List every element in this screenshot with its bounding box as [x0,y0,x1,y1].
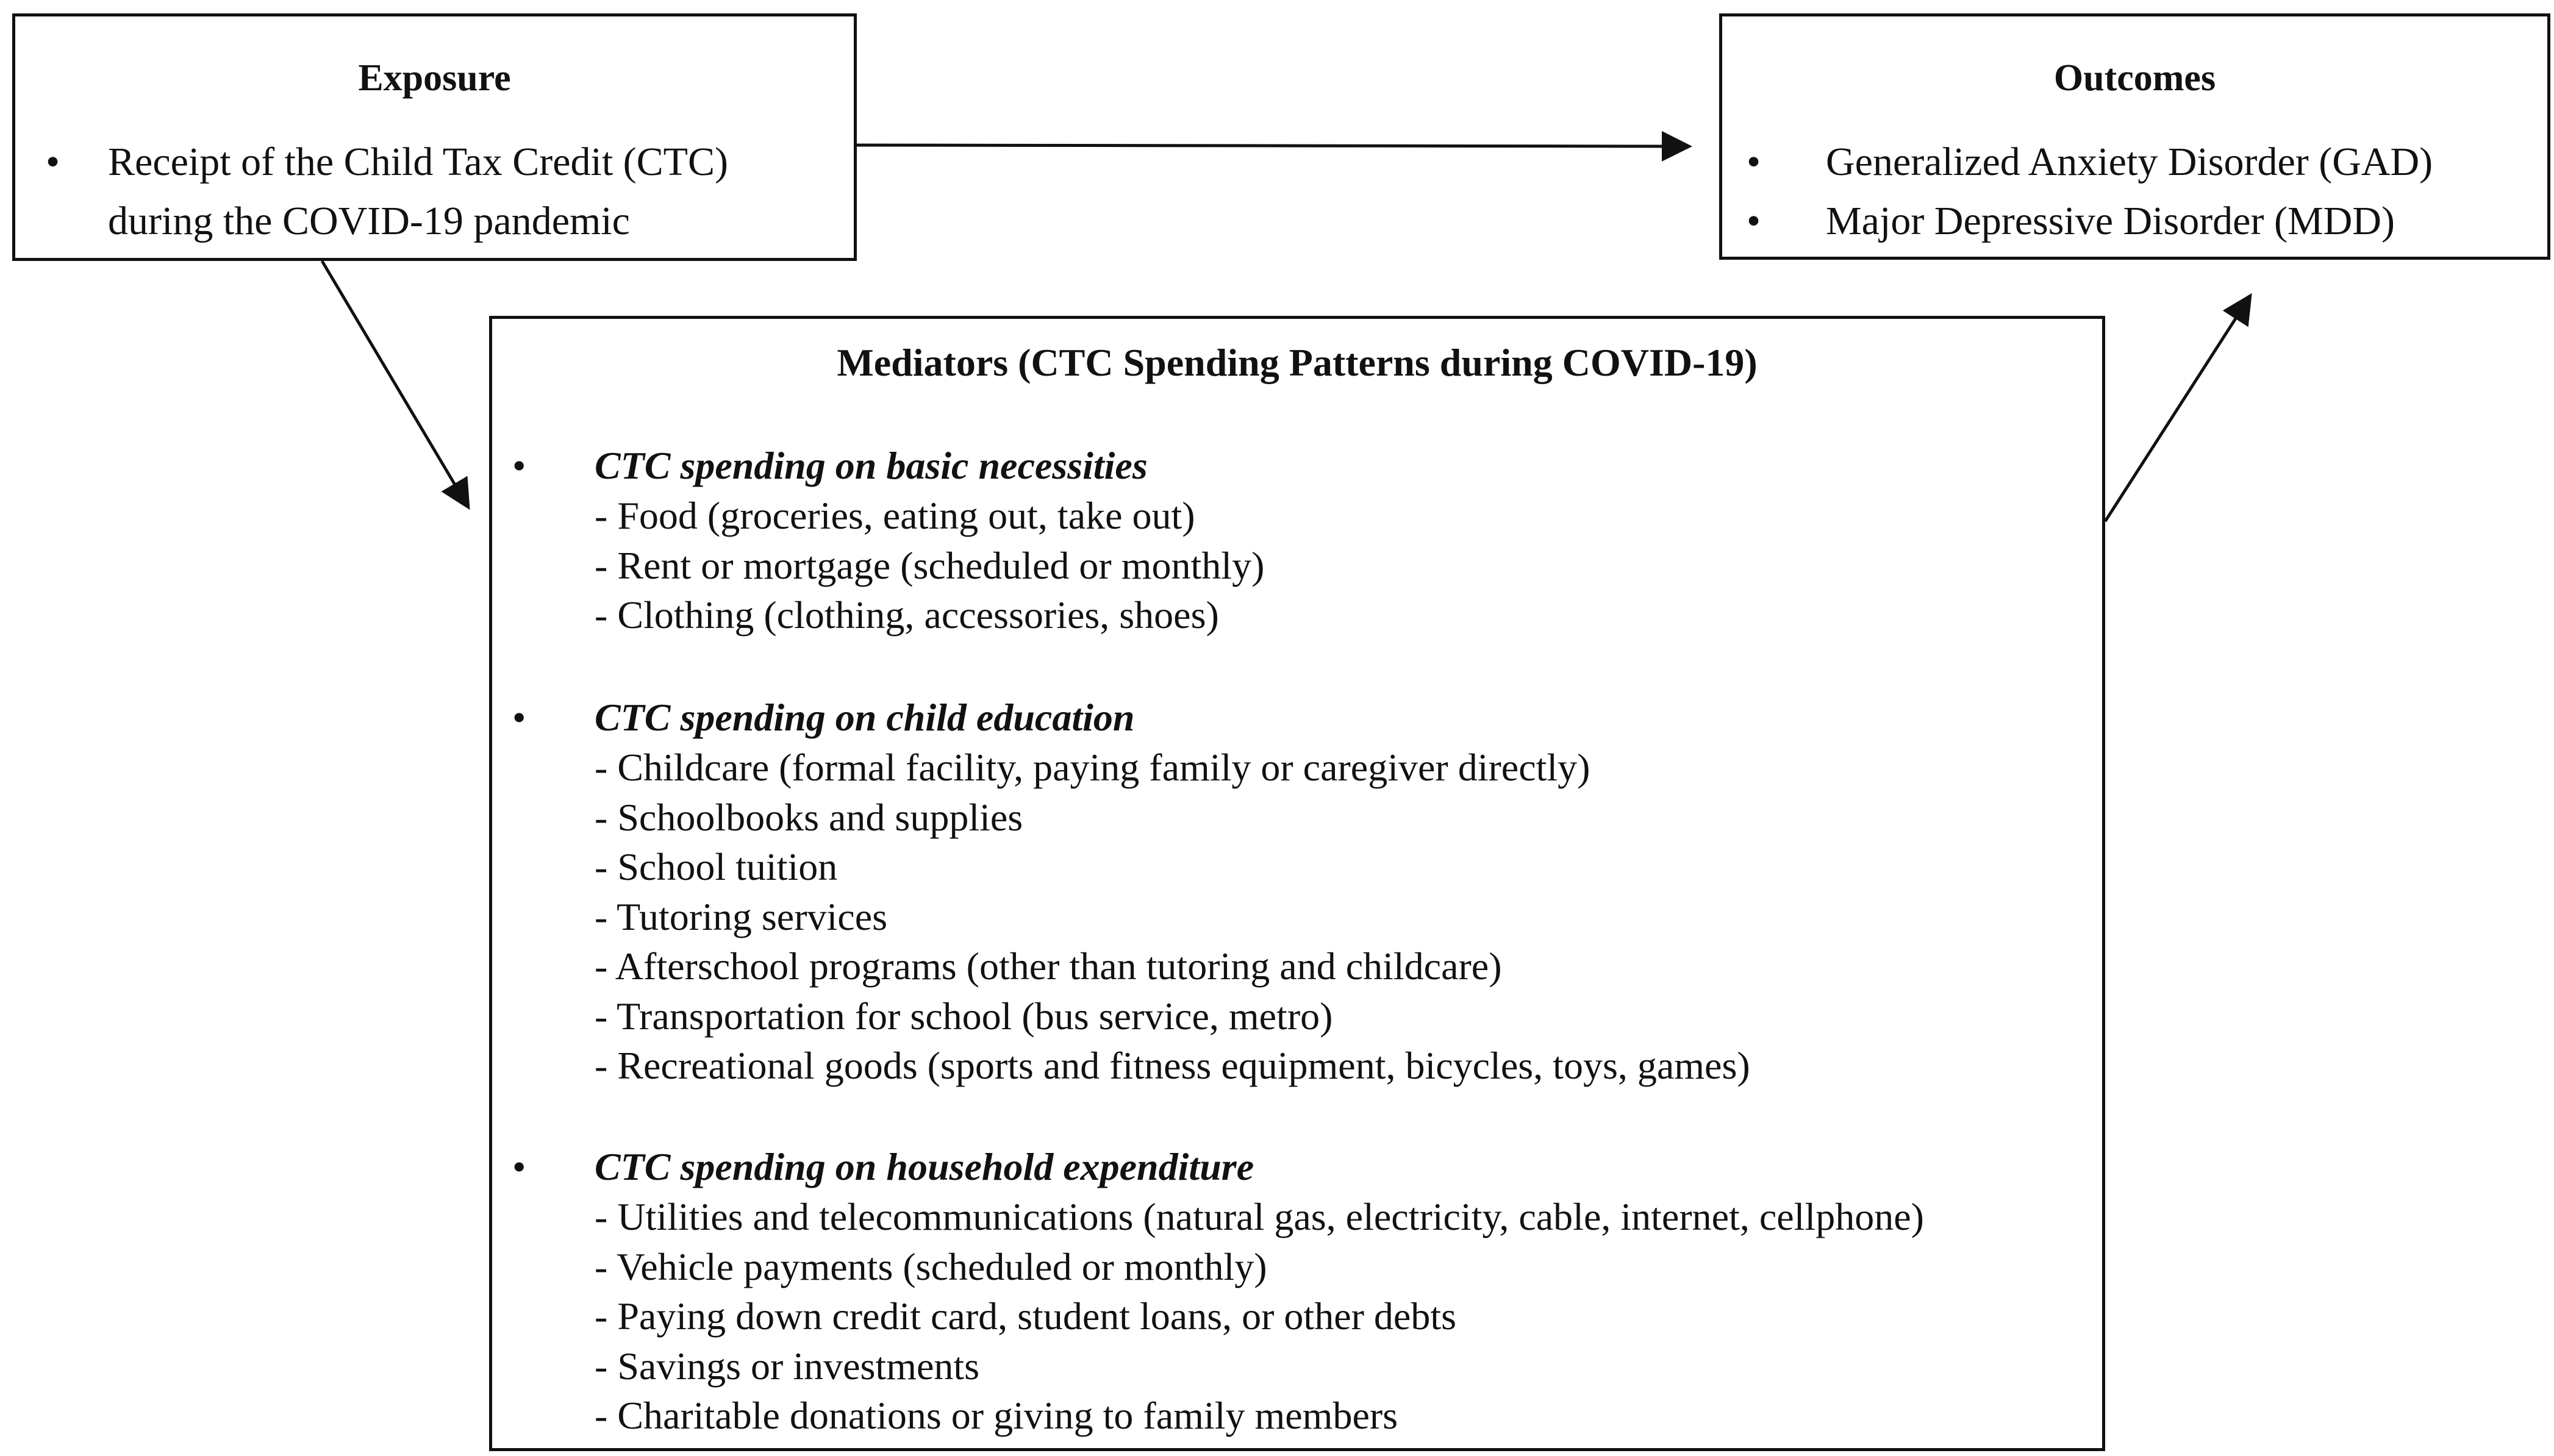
bullet-icon: • [1747,199,1761,243]
bullet-icon: • [512,696,526,739]
arrow-mediators-to-outcomes [2105,296,2250,521]
outcomes-title: Outcomes [2053,57,2216,99]
mediator-group-household-expenditure [512,1142,2098,1441]
list-item: - Recreational goods (sports and fitness equipment, bicycles, toys, games) [595,1044,1750,1087]
list-item: - Tutoring services [595,894,887,938]
exposure-item-text: Receipt of the Child Tax Credit (CTC) [108,140,728,184]
arrow-exposure-to-mediators [322,261,468,507]
list-item: - Charitable donations or giving to family members [595,1394,1398,1437]
exposure-item-text: during the COVID-19 pandemic [108,199,630,243]
list-item: - Transportation for school (bus service, metro) [595,994,1333,1038]
list-item: - Paying down credit card, student loans, or other debts [595,1294,1456,1338]
outcome-item-text: Generalized Anxiety Disorder (GAD) [1826,140,2433,184]
group-heading [512,1142,2098,1192]
list-item: - School tuition [595,845,838,888]
outcomes-box [1719,13,2550,260]
exposure-box [12,13,857,261]
list-item: - Savings or investments [595,1344,980,1388]
exposure-list [46,132,851,251]
mediators-title: Mediators (CTC Spending Patterns during COVID-19) [837,341,1758,384]
outcome-item-text: Major Depressive Disorder (MDD) [1826,199,2395,243]
exposure-title: Exposure [358,57,511,99]
bullet-icon: • [512,444,526,487]
list-item: - Afterschool programs (other than tutoring and childcare) [595,944,1502,988]
bullet-icon: • [1747,140,1761,184]
list-item: - Rent or mortgage (scheduled or monthly) [595,543,1265,587]
outcomes-list [1747,132,2552,251]
bullet-icon: • [46,140,60,184]
list-item: - Utilities and telecommunications (natural gas, electricity, cable, internet, cellphone) [595,1195,1924,1238]
group-heading [512,693,2098,743]
mediator-group-basic-necessities [512,441,2098,640]
list-item: - Childcare (formal facility, paying family or caregiver directly) [595,746,1590,789]
bullet-icon: • [512,1145,526,1188]
mediators-box [489,316,2105,1451]
group-heading [512,441,2098,491]
list-item: - Clothing (clothing, accessories, shoes) [595,593,1219,637]
list-item: - Food (groceries, eating out, take out) [595,494,1195,537]
group-heading-text: CTC spending on household expenditure [595,1145,1254,1188]
list-item [1747,132,2552,191]
mediator-group-child-education [512,693,2098,1091]
list-item: - Schoolbooks and supplies [595,795,1023,839]
list-item: - Vehicle payments (scheduled or monthly) [595,1244,1267,1288]
group-heading-text: CTC spending on child education [595,696,1135,739]
list-item [46,132,851,251]
arrow-exposure-to-outcomes [857,145,1689,146]
list-item [1747,191,2552,251]
group-heading-text: CTC spending on basic necessities [595,444,1148,487]
